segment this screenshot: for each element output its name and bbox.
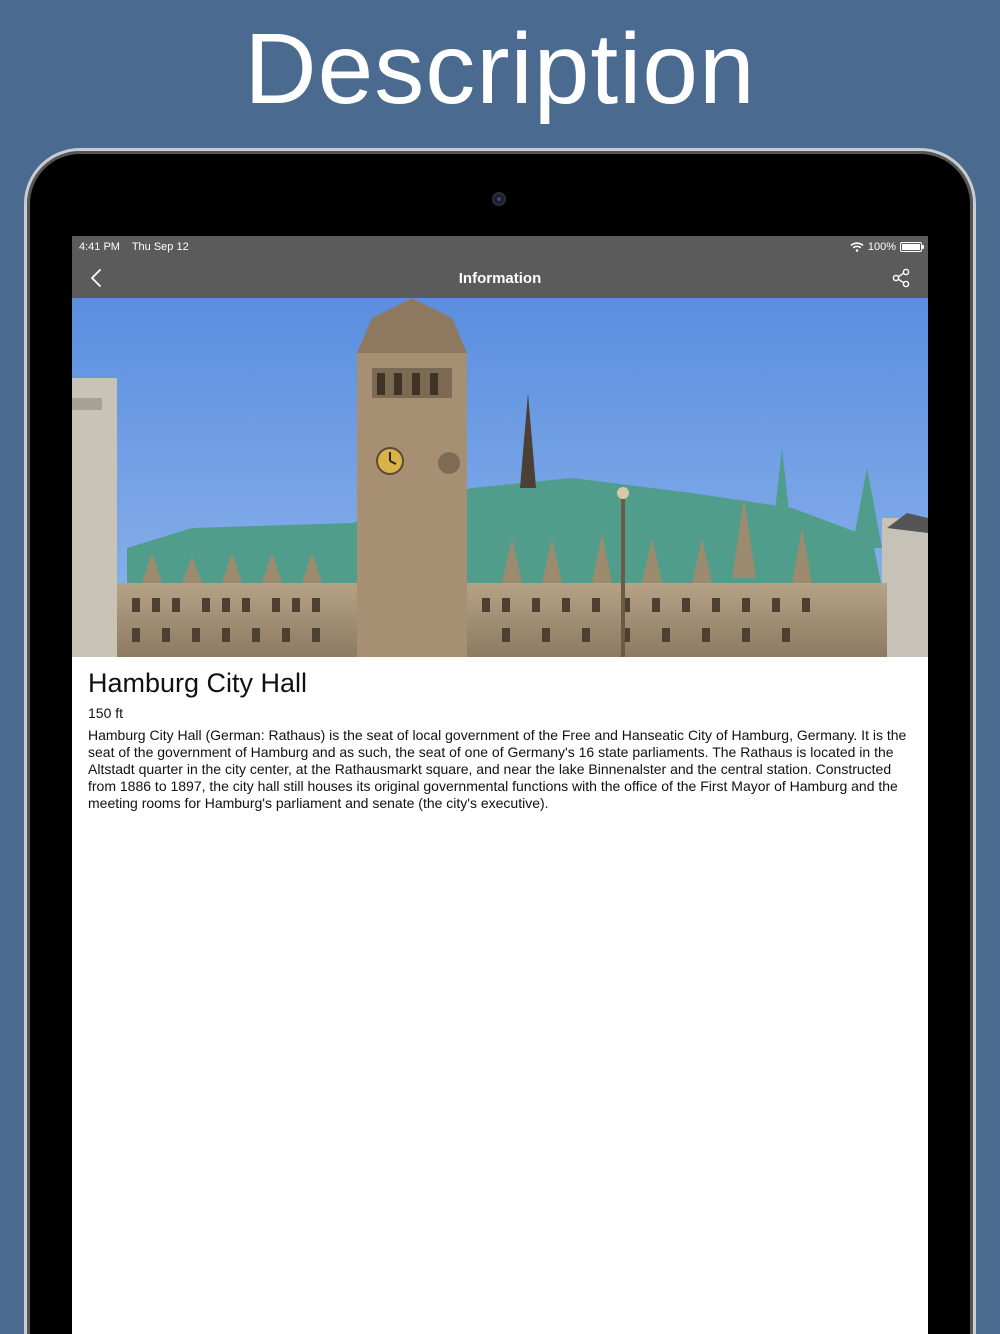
app-screen <box>72 236 928 1334</box>
battery-fill <box>902 244 920 250</box>
navigation-bar <box>72 258 928 298</box>
chevron-left-icon[interactable] <box>86 267 108 289</box>
city-hall-photo <box>72 298 928 657</box>
status-bar <box>72 236 928 258</box>
promo-title: Description <box>244 13 756 125</box>
nav-title: Information <box>458 269 542 287</box>
wifi-icon <box>850 242 864 252</box>
battery-icon <box>900 242 922 252</box>
place-distance: 150 ft <box>88 705 124 721</box>
share-icon[interactable] <box>890 267 912 289</box>
place-details <box>72 657 928 812</box>
front-camera <box>492 192 506 206</box>
place-description: Hamburg City Hall (German: Rathaus) is the seat of local government of the Free and Hanseatic City of Hamburg, Germany. It is the seat of the government of Hamburg and as such, the seat of one of Germany's 16 state parliaments. The Rathaus is located in the Altstadt quarter in the city center, at the Rathausmarkt square, and near the lake Binnenalster and the central station. Constructed from 1886 to 1897, the city hall still houses its original governmental functions with the office of the First Mayor of Hamburg and the meeting rooms for Hamburg's parliament and senate (the city's executive). <box>88 727 907 811</box>
status-time: 4:41 PM <box>79 241 120 253</box>
battery-percent: 100% <box>867 241 896 253</box>
status-date: Thu Sep 12 <box>131 241 189 253</box>
place-title: Hamburg City Hall <box>88 668 308 698</box>
